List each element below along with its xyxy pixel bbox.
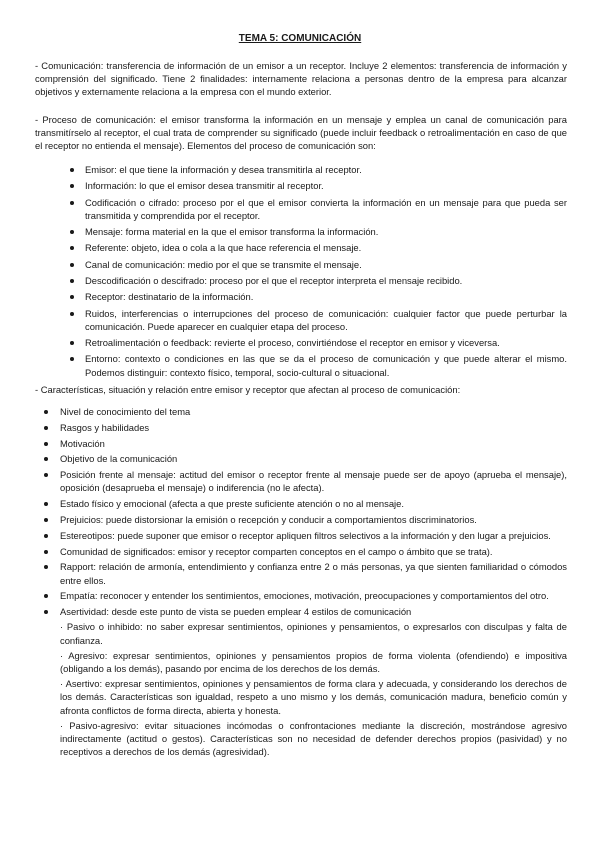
bullet-icon: [70, 230, 74, 234]
bullet-icon: [70, 312, 74, 316]
bullet-icon: [44, 426, 48, 430]
paragraph-proceso: - Proceso de comunicación: el emisor transforma la información en un mensaje y emplea un canal de comunicación para transmitírselo al receptor, el cual trata de comprender su significado (puede incluir feedback o retroalimentación en caso de que el receptor no entienda el mensaje). Elementos del proceso de comunicación son:: [35, 114, 567, 152]
bullet-icon: [44, 442, 48, 446]
list-item: Codificación o cifrado: proceso por el que el emisor convierta la información en un mensaje para que pueda ser transmitida y comprendida por el receptor.: [85, 196, 567, 222]
style-pasivo: · Pasivo o inhibido: no saber expresar sentimientos, opiniones y pensamientos, o expresarlos con disculpas y falta de confianza.: [60, 621, 567, 646]
list-item: Rasgos y habilidades: [60, 421, 567, 434]
document-title: TEMA 5: COMUNICACIÓN: [238, 33, 362, 44]
style-agresivo: · Agresivo: expresar sentimientos, opiniones y pensamientos propios de forma violenta (ofendiendo) e impositiva (obligando a los demás), pasando por encima de los derechos de los demás.: [60, 649, 567, 674]
list-item: Prejuicios: puede distorsionar la emisión o recepción y conducir a comportamientos discriminatorios.: [60, 513, 567, 526]
list-item: Información: lo que el emisor desea transmitir al receptor.: [85, 179, 567, 192]
list-item: Empatía: reconocer y entender los sentimientos, emociones, motivación, preocupaciones y comportamientos del otro.: [60, 589, 567, 602]
paragraph-caracteristicas: - Características, situación y relación entre emisor y receptor que afectan al proceso de comunicación:: [35, 384, 461, 395]
bullet-icon: [44, 550, 48, 554]
list-item: Nivel de conocimiento del tema: [60, 405, 567, 418]
bullet-icon: [44, 518, 48, 522]
list-item: Motivación: [60, 437, 567, 450]
elements-list: [85, 163, 567, 382]
bullet-icon: [44, 610, 48, 614]
bullet-icon: [44, 502, 48, 506]
list-item: Estereotipos: puede suponer que emisor o receptor apliquen filtros selectivos a la información y den lugar a prejuicios.: [60, 529, 567, 542]
list-item: Retroalimentación o feedback: revierte el proceso, convirtiéndose el receptor en emisor y viceversa.: [85, 336, 567, 349]
bullet-icon: [44, 594, 48, 598]
bullet-icon: [70, 341, 74, 345]
style-pasivo-agresivo: · Pasivo-agresivo: evitar situaciones incómodas o confrontaciones mediante la discreción, mostrándose agresivo indirectamente (actitud o gestos). Características son no necesidad de defender derechos propios (pasividad) y no receptivos a derechos de los demás (agresividad).: [60, 719, 567, 758]
list-item: Ruidos, interferencias o interrupciones del proceso de comunicación: cualquier factor que puede perturbar la comunicación. Puede aparecer en cualquier etapa del proceso.: [85, 307, 567, 333]
list-item: Estado físico y emocional (afecta a que preste suficiente atención o no al mensaje.: [60, 497, 567, 510]
bullet-icon: [70, 246, 74, 250]
bullet-icon: [70, 168, 74, 172]
bullet-icon: [44, 410, 48, 414]
list-item-asertividad: Asertividad: desde este punto de vista se pueden emplear 4 estilos de comunicación · Pasivo o inhibido: no saber expresar sentimientos, opiniones y pensamientos, o expresarlos con disculpas y falta de confianza. · Agresivo: expresar sentimientos, opiniones y pensamientos propios de forma violenta (ofendiendo) e impositiva (obligando a los demás), pasando por encima de los derechos de los demás. · Asertivo: expresar sentimientos, opiniones y pensamientos de forma clara y adecuada, y considerando los derechos de los demás. Características son igualdad, respeto a uno mismo y los demás, comunicación madura, beneficio común y afronta conflictos de forma directa, abierta y honesta. · Pasivo-agresivo: evitar situaciones incómodas o confrontaciones mediante la discreción, mostrándose agresivo indirectamente (actitud o gestos). Características son no necesidad de defender derechos propios (pasividad) y no receptivos a derechos de los demás (agresividad).: [60, 605, 567, 758]
list-item: Mensaje: forma material en la que el emisor transforma la información.: [85, 225, 567, 238]
list-item: Emisor: el que tiene la información y desea transmitirla al receptor.: [85, 163, 567, 176]
style-asertivo: · Asertivo: expresar sentimientos, opiniones y pensamientos de forma clara y adecuada, y considerando los derechos de los demás. Características son igualdad, respeto a uno mismo y los demás, comunicación madura, beneficio común y afronta conflictos de forma directa, abierta y honesta.: [60, 678, 567, 716]
list-item: Canal de comunicación: medio por el que se transmite el mensaje.: [85, 258, 567, 271]
list-item: Descodificación o descifrado: proceso por el que el receptor interpreta el mensaje recibido.: [85, 274, 567, 287]
list-item: Entorno: contexto o condiciones en las que se da el proceso de comunicación y que puede alterar el mismo. Podemos distinguir: contexto físico, temporal, socio-cultural o situacional.: [85, 352, 567, 378]
list-item: Posición frente al mensaje: actitud del emisor o receptor frente al mensaje puede ser de apoyo (aprueba el mensaje), oposición (desaprueba el mensaje) o indiferencia (no le afecta).: [60, 468, 567, 494]
characteristics-list: [60, 405, 567, 761]
list-item: Referente: objeto, idea o cola a la que hace referencia el mensaje.: [85, 241, 567, 254]
bullet-icon: [70, 184, 74, 188]
bullet-icon: [44, 534, 48, 538]
bullet-icon: [44, 473, 48, 477]
bullet-icon: [70, 201, 74, 205]
list-item: Receptor: destinatario de la información.: [85, 290, 567, 303]
bullet-icon: [70, 263, 74, 267]
bullet-icon: [70, 295, 74, 299]
bullet-icon: [70, 357, 74, 361]
list-item: Objetivo de la comunicación: [60, 452, 567, 465]
bullet-icon: [70, 279, 74, 283]
paragraph-comunicacion: - Comunicación: transferencia de información de un emisor a un receptor. Incluye 2 elementos: transferencia de información y comprensión del significado. Tiene 2 finalidades: internamente relaciona a personas dentro de la empresa para alcanzar objetivos y externamente relaciona a la empresa con el mundo exterior.: [35, 60, 567, 98]
bullet-icon: [44, 565, 48, 569]
bullet-icon: [44, 457, 48, 461]
list-item: Rapport: relación de armonía, entendimiento y confianza entre 2 o más personas, ya que sienten familiaridad o cómodos entre ellos.: [60, 560, 567, 586]
list-item: Comunidad de significados: emisor y receptor comparten conceptos en el campo o ámbito que se trata).: [60, 545, 567, 558]
